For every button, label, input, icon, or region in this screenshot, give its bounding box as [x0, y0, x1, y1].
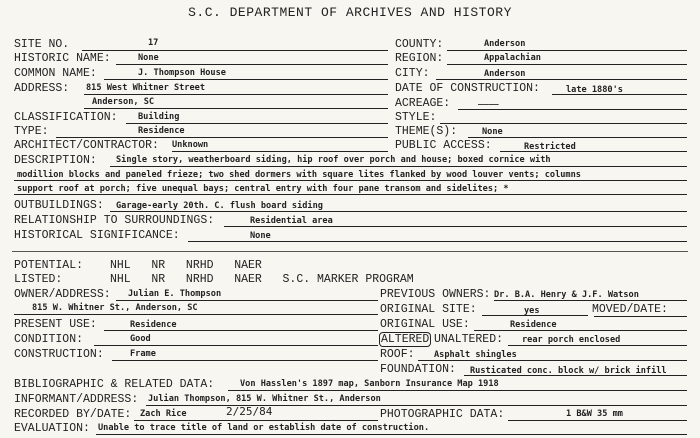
original-site-label: ORIGINAL SITE:	[380, 303, 477, 316]
photographic-label: PHOTOGRAPHIC DATA:	[380, 408, 505, 421]
outbuildings-label: OUTBUILDINGS:	[14, 199, 104, 212]
recorded-by-label: RECORDED BY/DATE:	[14, 408, 132, 421]
type-label: TYPE:	[14, 125, 49, 138]
roof-value: Asphalt shingles	[434, 350, 517, 360]
previous-owners-label: PREVIOUS OWNERS:	[380, 288, 491, 301]
date-construction-label: DATE OF CONSTRUCTION:	[395, 82, 540, 95]
bibliographic-label: BIBLIOGRAPHIC & RELATED DATA:	[14, 378, 215, 391]
original-use-value: Residence	[510, 320, 557, 330]
previous-owners-value: Dr. B.A. Henry & J.F. Watson	[494, 290, 639, 300]
region-line	[447, 64, 687, 65]
present-use-label: PRESENT USE:	[14, 318, 97, 331]
common-name-label: COMMON NAME:	[14, 67, 97, 80]
construction-line	[112, 360, 378, 361]
photographic-value: 1 B&W 35 mm	[566, 409, 623, 419]
type-line	[56, 137, 388, 138]
architect-line	[172, 151, 388, 152]
public-access-value: Restricted	[524, 142, 576, 152]
evaluation-label: EVALUATION:	[14, 422, 90, 435]
style-line	[440, 123, 687, 124]
moved-date-label: MOVED/DATE:	[592, 303, 668, 316]
classification-value: Building	[138, 112, 180, 122]
roof-label: ROOF:	[380, 348, 415, 361]
original-use-line	[474, 330, 687, 331]
description-text-3: support roof at porch; five unequal bays; central entry with four pane transom and sidelites; *	[17, 184, 509, 194]
significance-value: None	[250, 231, 271, 241]
foundation-value: Rusticated conc. block w/ brick infill	[470, 366, 667, 376]
address-label: ADDRESS:	[14, 82, 70, 95]
section-divider	[12, 251, 688, 252]
relationship-value: Residential area	[250, 216, 333, 226]
historic-name-value: None	[138, 53, 159, 63]
description-text-1: Single story, weatherboard siding, hip roof over porch and house; boxed cornice with	[116, 155, 551, 165]
altered-value: rear porch enclosed	[522, 335, 621, 345]
architect-label: ARCHITECT/CONTRACTOR:	[14, 139, 159, 152]
owner-line-2	[14, 314, 378, 315]
condition-line	[94, 345, 378, 346]
recorded-by-line	[134, 420, 378, 421]
significance-label: HISTORICAL SIGNIFICANCE:	[14, 229, 180, 242]
address-value-1: 815 West Whitner Street	[86, 83, 205, 93]
site-no-line	[82, 50, 388, 51]
site-no-label: SITE NO.	[14, 38, 70, 51]
acreage-line	[458, 109, 687, 110]
region-value: Appalachian	[484, 53, 541, 63]
relationship-label: RELATIONSHIP TO SURROUNDINGS:	[14, 214, 215, 227]
page-title: S.C. DEPARTMENT OF ARCHIVES AND HISTORY	[188, 5, 512, 20]
description-line-1	[110, 166, 687, 167]
owner-value-1: Julian E. Thompson	[128, 289, 222, 299]
public-access-label: PUBLIC ACCESS:	[395, 139, 492, 152]
owner-line-1	[116, 300, 378, 301]
acreage-value: ____	[478, 96, 499, 106]
description-text-2: modillion blocks and paneled frieze; two shed dormers with square lites flanked by wood louver vents; columns	[17, 170, 581, 180]
bibliographic-value: Von Hasslen's 1897 map, Sanborn Insurance Map 1918	[240, 379, 499, 389]
present-use-value: Residence	[130, 320, 177, 330]
original-use-label: ORIGINAL USE:	[380, 318, 470, 331]
listed-options: NHL NR NRHD NAER S.C. MARKER PROGRAM	[110, 273, 414, 286]
type-value: Residence	[138, 126, 185, 136]
potential-label: POTENTIAL:	[14, 259, 84, 272]
unaltered-label: UNALTERED:	[434, 333, 504, 346]
condition-value: Good	[130, 334, 151, 344]
recorded-by-value: Zach Rice	[140, 409, 187, 419]
address-value-2: Anderson, SC	[92, 97, 155, 107]
informant-value: Julian Thompson, 815 W. Whitner St., Anderson	[148, 394, 381, 404]
region-label: REGION:	[395, 52, 444, 65]
potential-options: NHL NR NRHD NAER	[110, 259, 262, 272]
owner-label: OWNER/ADDRESS:	[14, 288, 111, 301]
original-site-value: yes	[524, 306, 540, 316]
acreage-label: ACREAGE:	[395, 97, 451, 110]
altered-label: ALTERED	[381, 333, 430, 346]
county-line	[447, 50, 687, 51]
architect-value: Unknown	[172, 140, 209, 150]
bibliographic-line	[228, 390, 687, 391]
outbuildings-value: Garage-early 20th. C. flush board siding	[116, 201, 323, 211]
city-label: CITY:	[395, 67, 430, 80]
photographic-line	[508, 420, 687, 421]
themes-label: THEME(S):	[395, 125, 458, 138]
address-line-1	[84, 94, 388, 95]
foundation-label: FOUNDATION:	[380, 363, 456, 376]
recorded-date-value: 2/25/84	[226, 405, 273, 418]
condition-label: CONDITION:	[14, 333, 84, 346]
owner-value-2: 815 W. Whitner St., Anderson, SC	[32, 303, 198, 313]
common-name-value: J. Thompson House	[138, 68, 226, 78]
moved-date-line	[594, 316, 687, 317]
construction-value: Frame	[130, 349, 156, 359]
classification-label: CLASSIFICATION:	[14, 111, 118, 124]
historic-name-label: HISTORIC NAME:	[14, 52, 111, 65]
evaluation-line	[96, 434, 687, 435]
site-no-value: 17	[148, 38, 159, 48]
historic-name-line	[116, 64, 388, 65]
county-label: COUNTY:	[395, 38, 444, 51]
themes-value: None	[482, 127, 503, 137]
listed-label: LISTED:	[14, 273, 63, 286]
classification-line	[126, 123, 388, 124]
informant-label: INFORMANT/ADDRESS:	[14, 393, 139, 406]
address-line-2	[84, 108, 388, 109]
common-name-line	[104, 79, 388, 80]
description-label: DESCRIPTION:	[14, 154, 97, 167]
city-line	[436, 79, 687, 80]
style-label: STYLE:	[395, 111, 437, 124]
city-value: Anderson	[484, 69, 526, 79]
construction-label: CONSTRUCTION:	[14, 348, 104, 361]
date-construction-value: late 1880's	[566, 85, 623, 95]
county-value: Anderson	[484, 39, 526, 49]
evaluation-value: Unable to trace title of land or establish date of construction.	[98, 423, 430, 433]
